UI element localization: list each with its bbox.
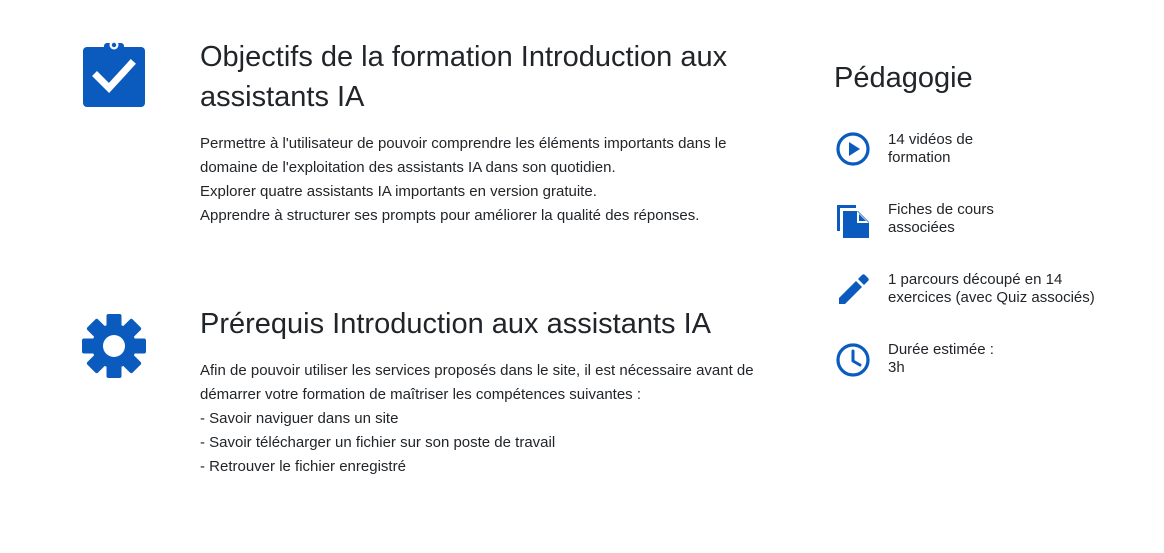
pedagogy-item-line: 1 parcours découpé en 14	[888, 271, 1063, 288]
pedagogy-item-line: Durée estimée :	[888, 341, 994, 358]
prerequisites-line: - Savoir naviguer dans un site	[200, 410, 399, 427]
pedagogy-item-text	[888, 131, 1138, 167]
objectives-title-line: assistants IA	[200, 81, 365, 113]
clipboard-check-icon	[82, 40, 146, 108]
clock-icon	[834, 341, 872, 379]
document-copy-icon	[834, 201, 872, 239]
prerequisites-line: - Savoir télécharger un fichier sur son poste de travail	[200, 434, 556, 451]
objectives-line: Explorer quatre assistants IA importants en version gratuite.	[200, 183, 597, 200]
pedagogy-item-duration	[834, 341, 1134, 385]
objectives-line: domaine de l'exploitation des assistants IA dans son quotidien.	[200, 159, 616, 176]
prerequisites-line: démarrer votre formation de maîtriser les compétences suivantes :	[200, 386, 642, 403]
pedagogy-item-text	[888, 341, 1138, 377]
pedagogy-item-videos	[834, 131, 1134, 175]
gear-icon	[82, 312, 146, 380]
objectives-line: Permettre à l'utilisateur de pouvoir comprendre les éléments importants dans le	[200, 135, 727, 152]
pedagogy-item-exercises	[834, 271, 1134, 315]
pedagogy-item-line: associées	[888, 219, 955, 236]
prerequisites-title: Prérequis Introduction aux assistants IA	[200, 308, 711, 340]
pedagogy-item-line: 3h	[888, 359, 905, 376]
pencil-icon	[834, 271, 872, 309]
pedagogy-item-course-sheets	[834, 201, 1134, 245]
prerequisites-text	[200, 359, 810, 479]
pedagogy-item-text	[888, 201, 1138, 237]
play-circle-icon	[834, 131, 872, 169]
pedagogy-item-line: Fiches de cours	[888, 201, 994, 218]
prerequisites-line: - Retrouver le fichier enregistré	[200, 458, 406, 475]
objectives-title	[200, 37, 800, 117]
objectives-title-line: Objectifs de la formation Introduction aux	[200, 41, 728, 73]
objectives-text	[200, 132, 810, 228]
objectives-line: Apprendre à structurer ses prompts pour améliorer la qualité des réponses.	[200, 207, 700, 224]
pedagogy-item-line: formation	[888, 149, 951, 166]
pedagogy-item-line: 14 vidéos de	[888, 131, 974, 148]
pedagogy-title: Pédagogie	[834, 62, 973, 94]
pedagogy-item-text	[888, 271, 1138, 307]
prerequisites-line: Afin de pouvoir utiliser les services proposés dans le site, il est nécessaire avant de	[200, 362, 754, 379]
pedagogy-item-line: exercices (avec Quiz associés)	[888, 289, 1095, 306]
